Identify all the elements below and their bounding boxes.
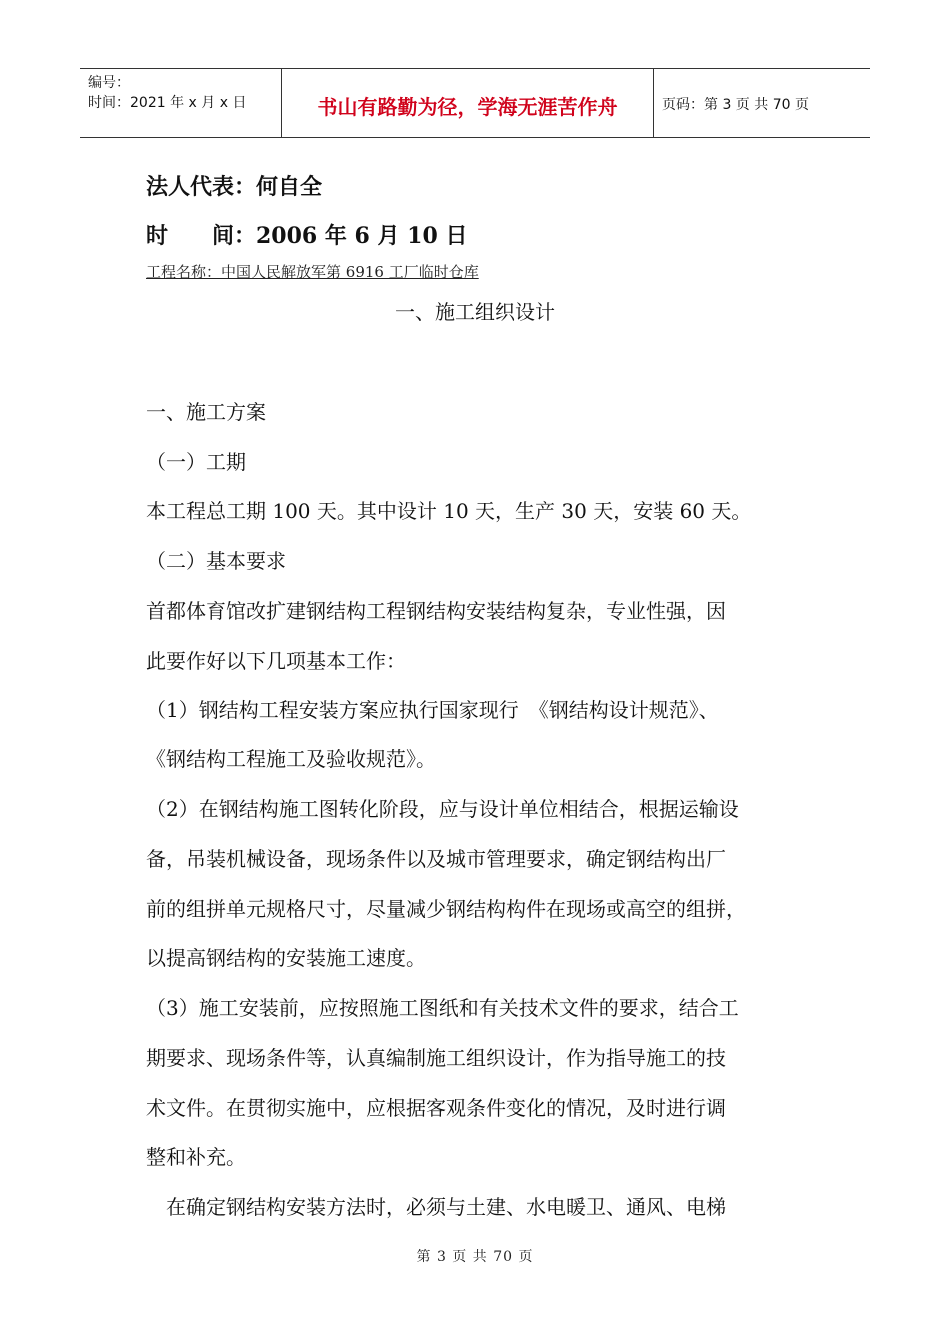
body-line: （一）工期 [146,450,246,474]
body-line: 备，吊装机械设备，现场条件以及城市管理要求，确定钢结构出厂 [146,847,726,871]
body-line: 《钢结构工程施工及验收规范》。 [146,747,436,771]
body-line: 本工程总工期 100 天。其中设计 10 天，生产 30 天，安装 60 天。 [146,499,752,523]
body-line: 一、施工方案 [146,400,266,424]
body-line: （1）钢结构工程安装方案应执行国家现行 《钢结构设计规范》、 [146,698,719,722]
body-line: 此要作好以下几项基本工作： [146,649,406,673]
body-line: 在确定钢结构安装方法时，必须与土建、水电暖卫、通风、电梯 [146,1195,726,1219]
body-line: 期要求、现场条件等，认真编制施工组织设计，作为指导施工的技 [146,1046,726,1070]
body-line: （2）在钢结构施工图转化阶段，应与设计单位相结合，根据运输设 [146,797,739,821]
header-page-info: 页码：第 3 页 共 70 页 [662,97,809,113]
project-name: 工程名称：中国人民解放军第 6916 工厂临时仓库 [146,263,479,281]
body-line: （3）施工安装前，应按照施工图纸和有关技术文件的要求，结合工 [146,996,739,1020]
body-line: 前的组拼单元规格尺寸，尽量减少钢结构构件在现场或高空的组拼， [146,897,746,921]
body-line: 以提高钢结构的安装施工速度。 [146,946,426,970]
page-header [80,68,870,138]
body-line: 首都体育馆改扩建钢结构工程钢结构安装结构复杂，专业性强，因 [146,599,726,623]
number-label: 编号： [88,75,130,91]
header-meta [80,69,281,137]
page-footer: 第 3 页 共 70 页 [416,1249,534,1265]
legal-representative: 法人代表：何自全 [146,174,323,200]
body-line: （二）基本要求 [146,549,286,573]
time-label: 时间：2021 年 x 月 x 日 [88,95,247,111]
document-date: 时 间：2006 年 6 月 10 日 [146,223,468,249]
body-line: 术文件。在贯彻实施中，应根据客观条件变化的情况，及时进行调 [146,1096,726,1120]
section-title: 一、施工组织设计 [395,300,555,324]
body-line: 整和补充。 [146,1145,246,1169]
header-motto: 书山有路勤为径，学海无涯苦作舟 [281,69,654,137]
